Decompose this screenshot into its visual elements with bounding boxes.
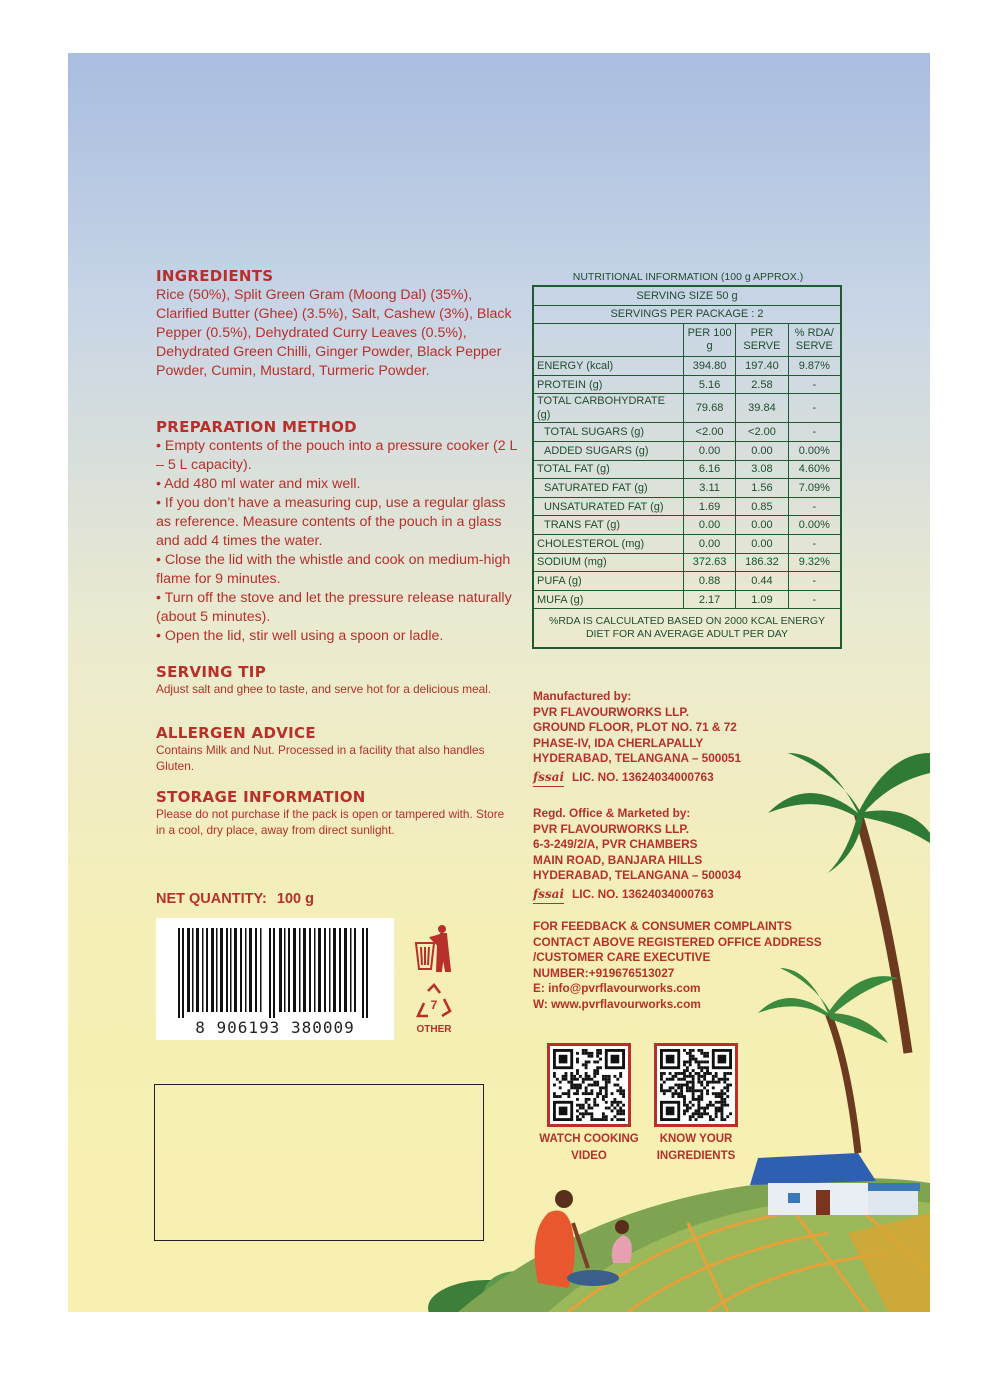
ingredients-text: Rice (50%), Split Green Gram (Moong Dal) (35%), Clarified Butter (Ghee) (3.5%), Salt, Cashew (3%), Black Pepper (0.5%), Dehydrated Curry Leaves (0.5%), Dehydrated Green Chilli, Ginger Powder, Black Pepper Powder, Cumin, Mustard, Turmeric Powder. [156,287,512,379]
preparation-step: • Open the lid, stir well using a spoon or ladle. [156,628,444,644]
nutrient-name: PUFA (g) [533,572,683,591]
per-serve-header: PER SERVE [736,324,788,357]
rda-value: - [788,534,841,553]
per-100g-value: 372.63 [683,553,735,572]
rda-value: - [788,590,841,609]
rda-value: - [788,375,841,394]
per-100g-value: 3.11 [683,479,735,498]
nutrition-footnote: %RDA IS CALCULATED BASED ON 2000 KCAL ENERGY DIET FOR AN AVERAGE ADULT PER DAY [533,609,841,649]
per-serve-value: <2.00 [736,423,788,442]
feedback-website[interactable]: W: www.pvrflavourworks.com [533,996,701,1011]
per-100g-value: <2.00 [683,423,735,442]
preparation-heading: PREPARATION METHOD [156,418,357,436]
feedback-line: NUMBER:+919676513027 [533,965,675,980]
per-serve-value: 197.40 [736,357,788,376]
nutrient-name: MUFA (g) [533,590,683,609]
storage-heading: STORAGE INFORMATION [156,788,366,806]
rda-value: 9.32% [788,553,841,572]
preparation-step: • Add 480 ml water and mix well. [156,476,361,492]
nutrient-name: TOTAL SUGARS (g) [533,423,683,442]
nutrient-name: ADDED SUGARS (g) [533,441,683,460]
nutrient-name: TOTAL FAT (g) [533,460,683,479]
per-serve-value: 0.00 [736,534,788,553]
feedback-line: FOR FEEDBACK & CONSUMER COMPLAINTS [533,919,792,933]
qr-label-line: INGREDIENTS [656,1150,736,1162]
nutrient-name: SATURATED FAT (g) [533,479,683,498]
fssai-logo: fssai [533,770,564,787]
feedback-email[interactable]: E: info@pvrflavourworks.com [533,981,701,996]
nutrient-name: ENERGY (kcal) [533,357,683,376]
storage-text: Please do not purchase if the pack is open or tampered with. Store in a cool, dry place, away from direct sunlight. [156,807,505,837]
preparation-step: • Turn off the stove and let the pressure release naturally (about 5 minutes). [156,590,512,625]
per-100g-value: 394.80 [683,357,735,376]
net-quantity-value: 100 g [276,891,315,907]
per-serve-value: 186.32 [736,553,788,572]
per-100g-value: 0.00 [683,516,735,535]
per-100g-value: 0.00 [683,534,735,553]
office-line: HYDERABAD, TELANGANA – 500034 [533,868,742,883]
rda-value: - [788,572,841,591]
rda-value: 9.87% [788,357,841,376]
per-serve-value: 1.56 [736,479,788,498]
serving-tip-heading: SERVING TIP [156,663,266,681]
qr-label-line: KNOW YOUR [659,1133,733,1145]
office-license: LIC. NO. 13624034000763 [572,886,714,901]
recycle-code: 7 [430,998,438,1012]
ingredients-heading: INGREDIENTS [156,267,274,285]
nutrient-name: SODIUM (mg) [533,553,683,572]
manufacturer-license: LIC. NO. 13624034000763 [572,769,714,784]
village-farm-illustration [68,53,930,1312]
per-serve-value: 3.08 [736,460,788,479]
per-100g-value: 2.17 [683,590,735,609]
nutrient-name: PROTEIN (g) [533,375,683,394]
per-100g-value: 0.88 [683,572,735,591]
office-line: MAIN ROAD, BANJARA HILLS [533,852,703,867]
manufacturer-line: HYDERABAD, TELANGANA – 500051 [533,751,742,766]
per-serve-value: 0.85 [736,497,788,516]
recycle-label: OTHER [416,1024,452,1035]
rda-value: 7.09% [788,479,841,498]
per-100g-value: 1.69 [683,497,735,516]
per-100g-header: PER 100 g [683,324,735,357]
per-serve-value: 2.58 [736,375,788,394]
office-line: PVR FLAVOURWORKS LLP. [533,821,689,836]
office-line: Regd. Office & Marketed by: [533,806,691,820]
per-serve-value: 1.09 [736,590,788,609]
rda-header: % RDA/ SERVE [788,324,841,357]
manufacturer-line: PVR FLAVOURWORKS LLP. [533,704,689,719]
per-100g-value: 79.68 [683,394,735,423]
per-100g-value: 0.00 [683,441,735,460]
per-serve-value: 0.00 [736,441,788,460]
serving-tip-text: Adjust salt and ghee to taste, and serve hot for a delicious meal. [156,682,492,696]
per-serve-value: 39.84 [736,394,788,423]
nutrient-name: UNSATURATED FAT (g) [533,497,683,516]
fssai-logo: fssai [533,887,564,904]
nutrition-caption: NUTRITIONAL INFORMATION (100 g APPROX.) [572,271,804,283]
nutrient-name: CHOLESTEROL (mg) [533,534,683,553]
per-serve-value: 0.44 [736,572,788,591]
feedback-line: CONTACT ABOVE REGISTERED OFFICE ADDRESS [533,934,822,949]
barcode-digits: 8 906193 380009 [195,1018,355,1037]
net-quantity-label: NET QUANTITY: [156,891,267,907]
nutrient-name: TOTAL CARBOHYDRATE (g) [533,394,683,423]
nutrient-name: TRANS FAT (g) [533,516,683,535]
per-100g-value: 5.16 [683,375,735,394]
manufacturer-line: Manufactured by: [533,689,632,703]
rda-value: - [788,497,841,516]
serving-size: SERVING SIZE 50 g [533,286,841,305]
rda-value: - [788,423,841,442]
qr-label-line: VIDEO [571,1150,607,1162]
rda-value: - [788,394,841,423]
rda-value: 4.60% [788,460,841,479]
feedback-line: /CUSTOMER CARE EXECUTIVE [533,950,711,965]
servings-per-package: SERVINGS PER PACKAGE : 2 [533,305,841,324]
preparation-step: • If you don’t have a measuring cup, use a regular glass as reference. Measure contents of the pouch in a glass and add 4 times the water. [156,495,506,549]
pack-back-panel [68,53,930,1312]
allergen-text: Contains Milk and Nut. Processed in a facility that also handles Gluten. [156,743,485,773]
manufacturer-line: PHASE-IV, IDA CHERLAPALLY [533,735,704,750]
qr-label-line: WATCH COOKING [539,1133,639,1145]
per-serve-value: 0.00 [736,516,788,535]
office-line: 6-3-249/2/A, PVR CHAMBERS [533,837,698,852]
preparation-step: • Empty contents of the pouch into a pressure cooker (2 L – 5 L capacity). [156,438,517,473]
per-100g-value: 6.16 [683,460,735,479]
rda-value: 0.00% [788,441,841,460]
allergen-heading: ALLERGEN ADVICE [156,724,316,742]
rda-value: 0.00% [788,516,841,535]
manufacturer-line: GROUND FLOOR, PLOT NO. 71 & 72 [533,720,737,735]
preparation-step: • Close the lid with the whistle and cook on medium-high flame for 9 minutes. [156,552,511,587]
